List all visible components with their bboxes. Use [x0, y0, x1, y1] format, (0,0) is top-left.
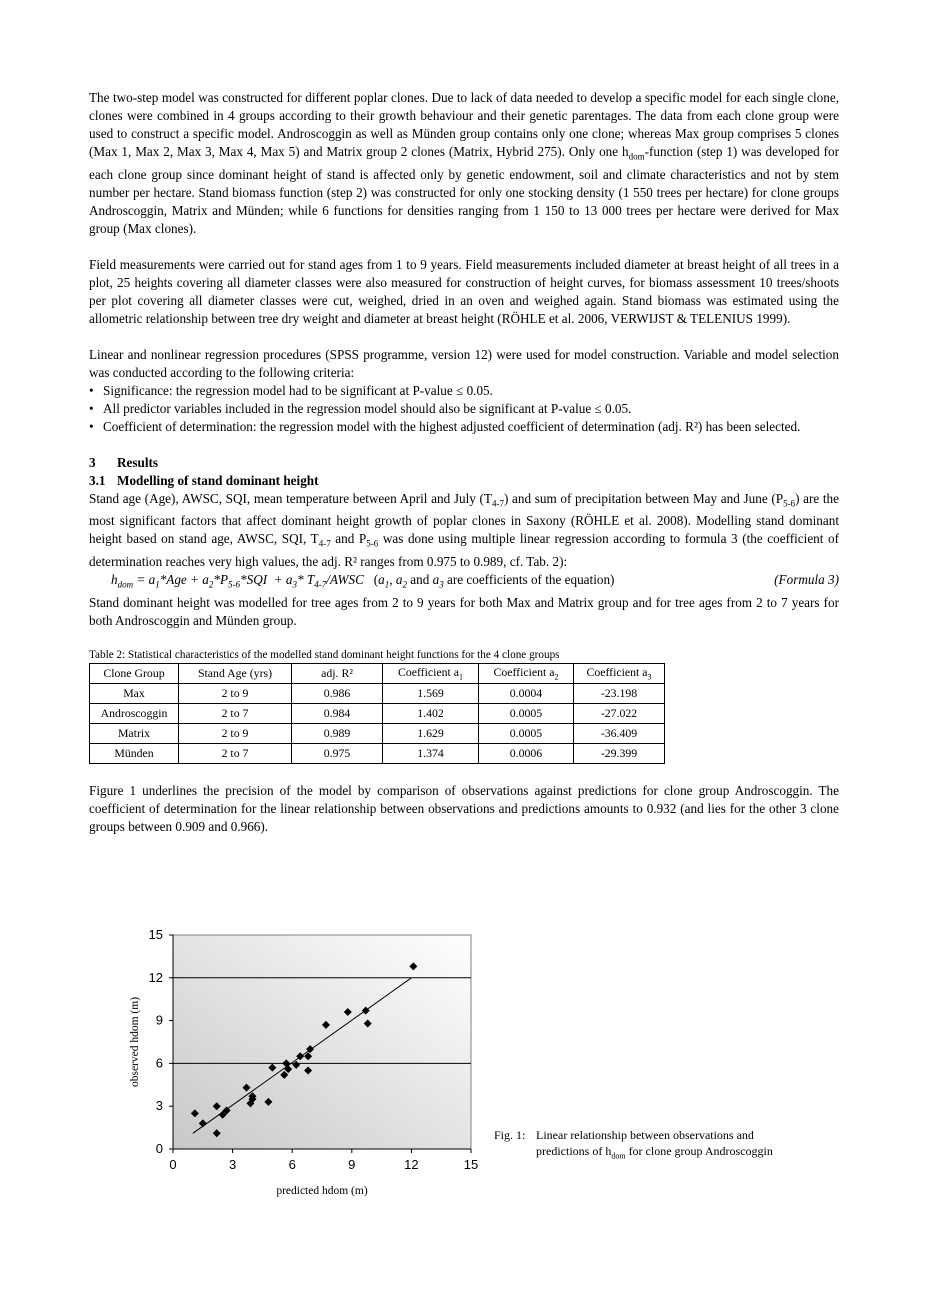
table-cell: 0.0004: [479, 683, 574, 703]
table-cell: Max: [90, 683, 179, 703]
table-row: [90, 683, 665, 703]
table-cell: 2 to 9: [179, 683, 292, 703]
paragraph-field-measurements: Field measurements were carried out for stand ages from 1 to 9 years. Field measurements included diameter at breast height of all trees in a plot, 25 heights covering all diameter classes were also measured for construction of height curves, for biomass assessment 10 trees/shoots per plot covering all diameter classes were cut, weighed, dried in an oven and weighed again. Stand biomass was estimated using the allometric relationship between tree dry weight and diameter at breast height (RÖHLE et al. 2006, VERWIJST & TELENIUS 1999).: [89, 256, 839, 326]
subsection-heading: 3.1 Modelling of stand dominant height: [89, 472, 319, 488]
table-header: adj. R²: [292, 663, 383, 683]
table-cell: Androscoggin: [90, 703, 179, 723]
paper-page: [89, 89, 839, 836]
table-cell: 1.374: [383, 743, 479, 763]
table-row: [90, 703, 665, 723]
figure-caption: Fig. 1: Linear relationship between observations and predictions of $h_{dom}$ for clone group Androscoggin: [494, 1128, 773, 1161]
formula-tag: (Formula 3): [774, 571, 839, 587]
table-cell: 0.0005: [479, 723, 574, 743]
x-axis-label: predicted hdom (m): [276, 1185, 368, 1197]
list-item: • Coefficient of determination: the regression model with the highest adjusted coefficient of determination (adj. R²) has been selected.: [89, 418, 801, 434]
table-cell: 0.975: [292, 743, 383, 763]
table-cell: 1.402: [383, 703, 479, 723]
section-heading: 3 Results: [89, 454, 159, 470]
table-cell: -29.399: [574, 743, 665, 763]
table-cell: 0.986: [292, 683, 383, 703]
table-cell: 0.989: [292, 723, 383, 743]
x-tick-label: 6: [288, 1157, 296, 1172]
chart-svg: [110, 920, 510, 1220]
x-tick-label: 3: [228, 1157, 237, 1172]
y-tick-label: 12: [148, 969, 163, 985]
x-tick-label: 9: [348, 1157, 356, 1172]
y-tick-label: 15: [148, 927, 163, 942]
paragraph-dominant-height: Stand age (Age), AWSC, SQI, mean temperature between April and July $(T_{4-7})$ and sum of precipitation between May and June $(P_{5-6})$ are the most significant factors that affect dominant height growth of poplar clones in Saxony (RÖHLE et al. 2008). Modelling stand dominant height based on stand age, AWSC, SQI, $T_{4-7}$ and $P_{5-6}$ was done using multiple linear regression according to formula 3 (the coefficient of determination reaches very high values, the adj. R² ranges from 0.975 to 0.989, cf. Tab. 2):: [89, 490, 840, 569]
bullet-icon: •: [89, 400, 94, 416]
paragraph-tree-ages: Stand dominant height was modelled for tree ages from 2 to 9 years for both Max and Matrix group and for tree ages from 2 to 7 years for both Androscoggin and Münden group.: [89, 594, 839, 628]
table-caption: Table 2: Statistical characteristics of the modelled stand dominant height functions for the 4 clone groups: [89, 648, 560, 661]
y-tick-label: 3: [155, 1098, 163, 1114]
table-row: [90, 743, 665, 763]
stats-table: [89, 663, 665, 764]
table-header: Coefficient $a_2$: [479, 663, 574, 683]
bullet-icon: •: [89, 382, 94, 398]
x-tick-label: 0: [169, 1157, 177, 1172]
table-header: Stand Age (yrs): [179, 663, 292, 683]
y-tick-label: 0: [155, 1141, 163, 1156]
table-cell: 2 to 7: [179, 703, 292, 723]
table-cell: 0.984: [292, 703, 383, 723]
bullet-icon: •: [89, 418, 94, 434]
table-cell: 0.0006: [479, 743, 574, 763]
paragraph-clone-groups: The two-step model was constructed for different poplar clones. Due to lack of data needed to develop a specific model for each single clone, clones were combined in 4 groups according to their growth behaviour and their genetic parentages. The data from each clone group were used to construct a specific model. Androscoggin as well as Münden group contains only one clone; whereas Max group comprises 5 clones (Max 1, Max 2, Max 3, Max 4, Max 5) and Matrix group 2 clones (Matrix, Hybrid 275). Only one $h_{dom}$-function (step 1) was developed for each clone group since dominant height of stand is affected only by genetic endowment, soil and climate characteristics and not by stem number per hectare. Stand biomass function (step 2) was constructed for only one stocking density (1 550 trees per hectare) for clone groups Androscoggin, Matrix and Münden; while 6 functions for densities ranging from 1 150 to 13 000 trees per hectare were derived for Max group (Max clones).: [89, 90, 839, 236]
x-tick-label: 12: [404, 1157, 419, 1172]
y-tick-label: 6: [155, 1055, 163, 1071]
table-cell: 1.629: [383, 723, 479, 743]
table-header-row: [90, 663, 665, 683]
table-cell: Matrix: [90, 723, 179, 743]
paragraph-regression: Linear and nonlinear regression procedures (SPSS programme, version 12) were used for model construction. Variable and model selection was conducted according to the following criteria:: [89, 346, 839, 380]
table-cell: 0.0005: [479, 703, 574, 723]
table-header: Coefficient $a_3$: [574, 663, 665, 683]
table-header: Coefficient $a_1$: [383, 663, 479, 683]
table-cell: Münden: [90, 743, 179, 763]
criteria-list: [89, 382, 839, 436]
paragraph-figure-ref: Figure 1 underlines the precision of the model by comparison of observations against predictions for clone group Androscoggin. The coefficient of determination for the linear relationship between observations and predictions amounts to 0.932 (and lies for the other 3 clone groups between 0.909 and 0.966).: [89, 782, 839, 834]
y-axis-label: observed hdom (m): [129, 996, 141, 1088]
table-cell: -27.022: [574, 703, 665, 723]
table-cell: -23.198: [574, 683, 665, 703]
table-row: [90, 723, 665, 743]
table-cell: 2 to 9: [179, 723, 292, 743]
y-tick-label: 9: [155, 1012, 163, 1028]
x-tick-label: 15: [463, 1157, 479, 1172]
table-cell: -36.409: [574, 723, 665, 743]
table-cell: 1.569: [383, 683, 479, 703]
list-item: • Significance: the regression model had to be significant at P-value ≤ 0.05.: [89, 382, 493, 398]
formula-3: $h_{dom} = a_1*Age + a_2*P_{5-6}*SQI + a_3*$ $T_{4-7}$/AWSC ($a_1$, $a_2$ and $a_3$ are coefficients of the equation) (Formula 3): [111, 571, 839, 590]
table-cell: 2 to 7: [179, 743, 292, 763]
list-item: • All predictor variables included in the regression model should also be significant at P-value ≤ 0.05.: [89, 400, 632, 416]
table-header: Clone Group: [90, 663, 179, 683]
scatter-chart: [110, 920, 510, 1220]
